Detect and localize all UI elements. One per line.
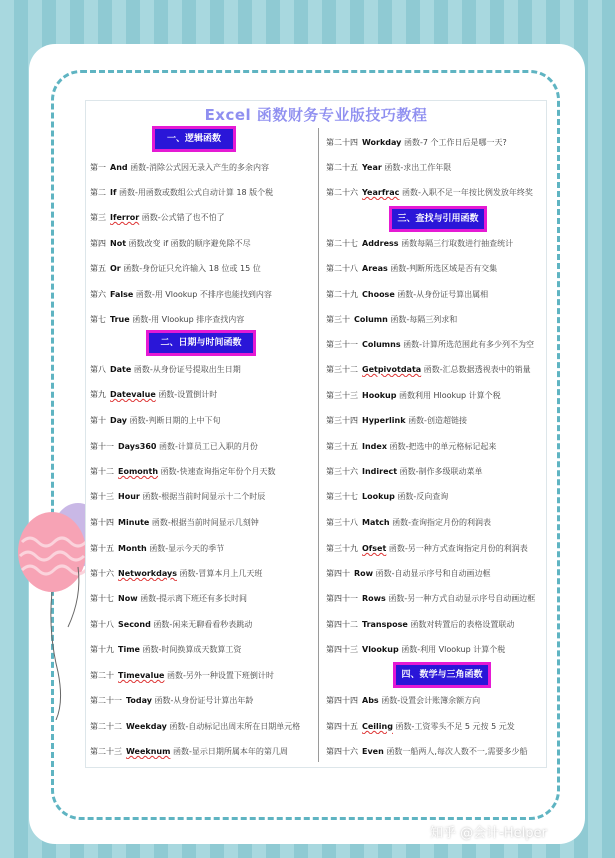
- tip-row: 第四十六 Even 函数一船两人,每次人数不一,需要多少船: [326, 747, 528, 756]
- tip-row: 第三十三 Hookup 函数利用 Hlookup 计算个税: [326, 391, 501, 400]
- document-title: Excel 函数财务专业版技巧教程: [204, 106, 428, 124]
- tip-row: 第十 Day 函数-判断日期的上中下旬: [90, 416, 221, 425]
- tip-row: 第十一 Days360 函数-计算员工已入职的月份: [90, 442, 258, 451]
- tip-row: 第十四 Minute 函数-根据当前时间显示几刻钟: [90, 518, 259, 527]
- tip-row: 第六 False 函数-用 Vlookup 不排序也能找到内容: [90, 290, 272, 299]
- tip-row: 第三十七 Lookup 函数-反向查询: [326, 492, 449, 501]
- tip-row: 第一 And 函数-消除公式因无录入产生的多余内容: [90, 163, 270, 172]
- tip-row: 第十七 Now 函数-提示离下班还有多长时间: [90, 594, 248, 603]
- tip-row: 第十二 Eomonth 函数-快速查询指定年份个月天数: [90, 467, 276, 476]
- tip-row: 第十九 Time 函数-时间换算成天数算工资: [90, 645, 242, 654]
- tip-row: 第三十二 Getpivotdata 函数-汇总数据透视表中的销量: [326, 365, 531, 374]
- tip-row: 第十六 Networkdays 函数-冒算本月上几天班: [90, 569, 263, 578]
- section-header-date-time: 二、日期与时间函数: [146, 330, 256, 356]
- tip-row: 第二 If 函数-用函数或数组公式自动计算 18 版个税: [90, 188, 274, 197]
- tip-row: 第四 Not 函数改变 if 函数的顺序避免除不尽: [90, 239, 251, 248]
- tip-row: 第四十二 Transpose 函数对转置后的表格设置联动: [326, 620, 515, 629]
- tip-row: 第二十四 Workday 函数-7 个工作日后是哪一天?: [326, 138, 507, 147]
- section-header-math: 四、数学与三角函数: [393, 662, 491, 688]
- tip-row: 第七 True 函数-用 Vlookup 排序查找内容: [90, 315, 245, 324]
- tip-row: 第九 Datevalue 函数-设置倒计时: [90, 390, 218, 399]
- section-header-logic: 一、逻辑函数: [152, 126, 236, 152]
- tip-row: 第三十五 Index 函数-把选中的单元格标记起来: [326, 442, 497, 451]
- tip-row: 第四十四 Abs 函数-设置会计账簿余额方向: [326, 696, 481, 705]
- tip-row: 第四十五 Ceiling 函数-工资零头不足 5 元按 5 元发: [326, 722, 515, 731]
- section-header-lookup: 三、查找与引用函数: [389, 206, 487, 232]
- tip-row: 第四十 Row 函数-自动显示序号和自动画边框: [326, 569, 491, 578]
- tip-row: 第十五 Month 函数-显示今天的季节: [90, 544, 225, 553]
- tip-row: 第二十七 Address 函数每隔三行取数进行抽查统计: [326, 239, 514, 248]
- tip-row: 第十三 Hour 函数-根据当前时间显示十二个时辰: [90, 492, 266, 501]
- tip-row: 第三十八 Match 函数-查询指定月份的利润表: [326, 518, 492, 527]
- tip-row: 第三十四 Hyperlink 函数-创造超链接: [326, 416, 467, 425]
- tip-row: 第四十三 Vlookup 函数-利用 Vlookup 计算个税: [326, 645, 506, 654]
- tip-row: 第三 Iferror 函数-公式错了也不怕了: [90, 213, 225, 222]
- tip-row: 第二十六 Yearfrac 函数-入职不足一年按比例发放年终奖: [326, 188, 533, 197]
- tip-row: 第十八 Second 函数-闲来无聊看看秒表跳动: [90, 620, 253, 629]
- tip-row: 第三十 Column 函数-每隔三列求和: [326, 315, 458, 324]
- tip-row: 第三十九 Ofset 函数-另一种方式查询指定月份的利润表: [326, 544, 528, 553]
- tip-row: 第二十二 Weekday 函数-自动标记出周末所在日期单元格: [90, 722, 301, 731]
- tip-row: 第四十一 Rows 函数-另一种方式自动显示序号自动画边框: [326, 594, 536, 603]
- tip-row: 第二十八 Areas 函数-判断所选区域是否有交集: [326, 264, 498, 273]
- tip-row: 第八 Date 函数-从身份证号提取出生日期: [90, 365, 241, 374]
- tip-row: 第二十五 Year 函数-求出工作年限: [326, 163, 452, 172]
- tip-row: 第三十一 Columns 函数-计算所选范围此有多少列不为空: [326, 340, 535, 349]
- tip-row: 第五 Or 函数-身份证只允许输入 18 位或 15 位: [90, 264, 261, 273]
- tip-row: 第二十一 Today 函数-从身份证号计算出年龄: [90, 696, 254, 705]
- tip-row: 第二十 Timevalue 函数-另外一种设置下班倒计时: [90, 671, 274, 680]
- tip-row: 第三十六 Indirect 函数-制作多级联动菜单: [326, 467, 483, 476]
- tip-row: 第二十三 Weeknum 函数-显示日期所属本年的第几周: [90, 747, 288, 756]
- watermark: 知乎 @会计-Helper: [430, 826, 547, 841]
- tip-row: 第二十九 Choose 函数-从身份证号算出属相: [326, 290, 489, 299]
- column-divider: [318, 128, 319, 762]
